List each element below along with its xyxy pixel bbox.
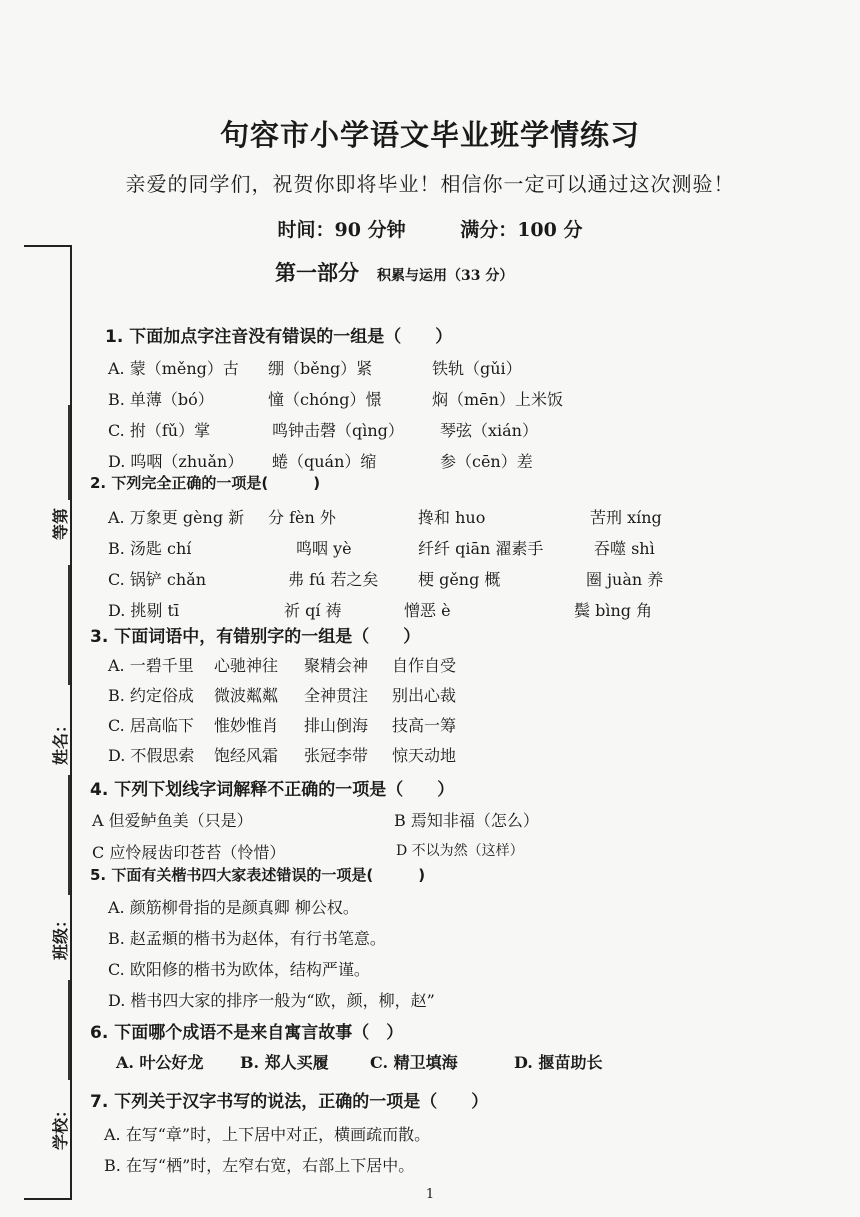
page-title: 句容市小学语文毕业班学情练习: [219, 118, 640, 152]
q3-option: 全神贯注: [304, 686, 369, 705]
q2-option: 分 fèn 外: [268, 508, 336, 527]
q3-option: 惟妙惟肖: [214, 716, 279, 735]
q6-option: D. 揠苗助长: [514, 1053, 603, 1072]
q7-option: B. 在写“栖”时，左窄右宽，右部上下居中。: [104, 1156, 415, 1175]
q2-option: 鸣咽 yè: [296, 539, 352, 558]
grade-blank-lower: [68, 565, 70, 685]
q2-option: 吞噬 shì: [594, 539, 655, 558]
q5-option: D. 楷书四大家的排序一般为“欧，颜，柳，赵”: [108, 991, 435, 1010]
question-1-stem: 1. 下面加点字注音没有错误的一组是（ ）: [105, 327, 453, 347]
q3-option: 技高一筹: [392, 716, 457, 735]
q4-option: B 焉知非福（怎么）: [394, 811, 539, 830]
q1-option: 琴弦（xián）: [440, 421, 538, 440]
name-label: 姓名：: [51, 716, 70, 765]
q4-option: C 应怜屐齿印苍苔（怜惜）: [92, 843, 286, 862]
q3-option: 惊天动地: [392, 746, 457, 765]
q3-option: 饱经风霜: [214, 746, 279, 765]
binding-margin: [10, 245, 72, 1200]
q2-option: 搀和 huo: [418, 508, 486, 527]
q3-option: 心驰神往: [214, 656, 279, 675]
q5-option: B. 赵孟頫的楷书为赵体，有行书笔意。: [108, 929, 386, 948]
q1-option: 铁轨（gǔi）: [432, 359, 522, 378]
part-subtitle: 积累与运用（33 分）: [377, 268, 514, 284]
binding-top-rule: [24, 245, 72, 247]
q2-option: 梗 gěng 概: [418, 570, 501, 589]
q3-option: D. 不假思索: [108, 746, 195, 765]
q4-option: D 不以为然（这样）: [396, 843, 524, 859]
q3-option: C. 居高临下: [108, 716, 194, 735]
score-text: 满分：100 分: [460, 219, 583, 241]
school-label: 学校：: [51, 1101, 70, 1150]
q5-option: A. 颜筋柳骨指的是颜真卿 柳公权。: [108, 898, 359, 917]
q1-option: B. 单薄（bó）: [108, 390, 214, 409]
class-blank: [68, 980, 70, 1080]
question-7-stem: 7. 下列关于汉字书写的说法，正确的一项是（ ）: [90, 1092, 489, 1112]
page-number: 1: [425, 1187, 435, 1202]
q1-option: 参（cēn）差: [440, 452, 533, 471]
q1-option: 鸣钟击磬（qìng）: [272, 421, 404, 440]
q2-option: 弗 fú 若之矣: [288, 570, 379, 589]
q1-option: C. 拊（fǔ）掌: [108, 421, 211, 440]
q7-option: A. 在写“章”时，上下居中对正，横画疏而散。: [104, 1125, 431, 1144]
grade-label: 等第: [51, 507, 70, 540]
q2-option: 祈 qí 祷: [284, 601, 342, 620]
name-blank: [68, 775, 70, 895]
q3-option: A. 一碧千里: [108, 656, 194, 675]
q3-option: 排山倒海: [304, 716, 369, 735]
q2-option: 苦刑 xíng: [590, 508, 662, 527]
question-2-stem: 2. 下列完全正确的一项是( ): [90, 474, 321, 492]
q4-option: A 但爱鲈鱼美（只是）: [92, 811, 253, 830]
q2-option: A. 万象更 gèng 新: [108, 508, 245, 527]
q2-option: D. 挑剔 tī: [108, 601, 180, 620]
q2-option: 圈 juàn 养: [586, 570, 664, 589]
q3-option: 张冠李带: [304, 746, 369, 765]
q2-option: 纤纤 qiān 濯素手: [418, 539, 544, 558]
q6-option: B. 郑人买履: [240, 1053, 329, 1072]
greeting-line: 亲爱的同学们，祝贺你即将毕业！相信你一定可以通过这次测验！: [125, 172, 735, 196]
q3-option: 聚精会神: [304, 656, 369, 675]
q3-option: 别出心裁: [392, 686, 457, 705]
q3-option: B. 约定俗成: [108, 686, 194, 705]
q3-option: 自作自受: [392, 656, 457, 675]
question-5-stem: 5. 下面有关楷书四大家表述错误的一项是( ): [90, 866, 426, 884]
class-label: 班级：: [51, 911, 70, 960]
question-6-stem: 6. 下面哪个成语不是来自寓言故事（ ）: [90, 1023, 404, 1043]
q1-option: 绷（běng）紧: [268, 359, 373, 378]
q2-option: B. 汤匙 chí: [108, 539, 192, 558]
q1-option: A. 蒙（měng）古: [108, 359, 239, 378]
q2-option: 憎恶 è: [404, 601, 451, 620]
part-heading: [275, 257, 513, 287]
q6-option: C. 精卫填海: [370, 1053, 458, 1072]
q5-option: C. 欧阳修的楷书为欧体，结构严谨。: [108, 960, 370, 979]
q2-option: 鬓 bìng 角: [574, 601, 653, 620]
question-4-stem: 4. 下列下划线字词解释不正确的一项是（ ）: [90, 780, 455, 800]
q1-option: 蜷（quán）缩: [272, 452, 377, 471]
part-title: 第一部分: [275, 260, 359, 285]
q3-option: 微波粼粼: [214, 686, 279, 705]
time-text: 时间：90 分钟: [277, 219, 406, 241]
q1-option: D. 呜咽（zhuǎn）: [108, 452, 244, 471]
time-score-line: [0, 215, 860, 242]
q6-option: A. 叶公好龙: [116, 1053, 204, 1072]
q1-option: 焖（mēn）上米饭: [432, 390, 563, 409]
grade-blank: [68, 405, 70, 500]
question-3-stem: 3. 下面词语中，有错别字的一组是（ ）: [90, 627, 421, 647]
q2-option: C. 锅铲 chǎn: [108, 570, 207, 589]
q1-option: 憧（chóng）憬: [268, 390, 382, 409]
